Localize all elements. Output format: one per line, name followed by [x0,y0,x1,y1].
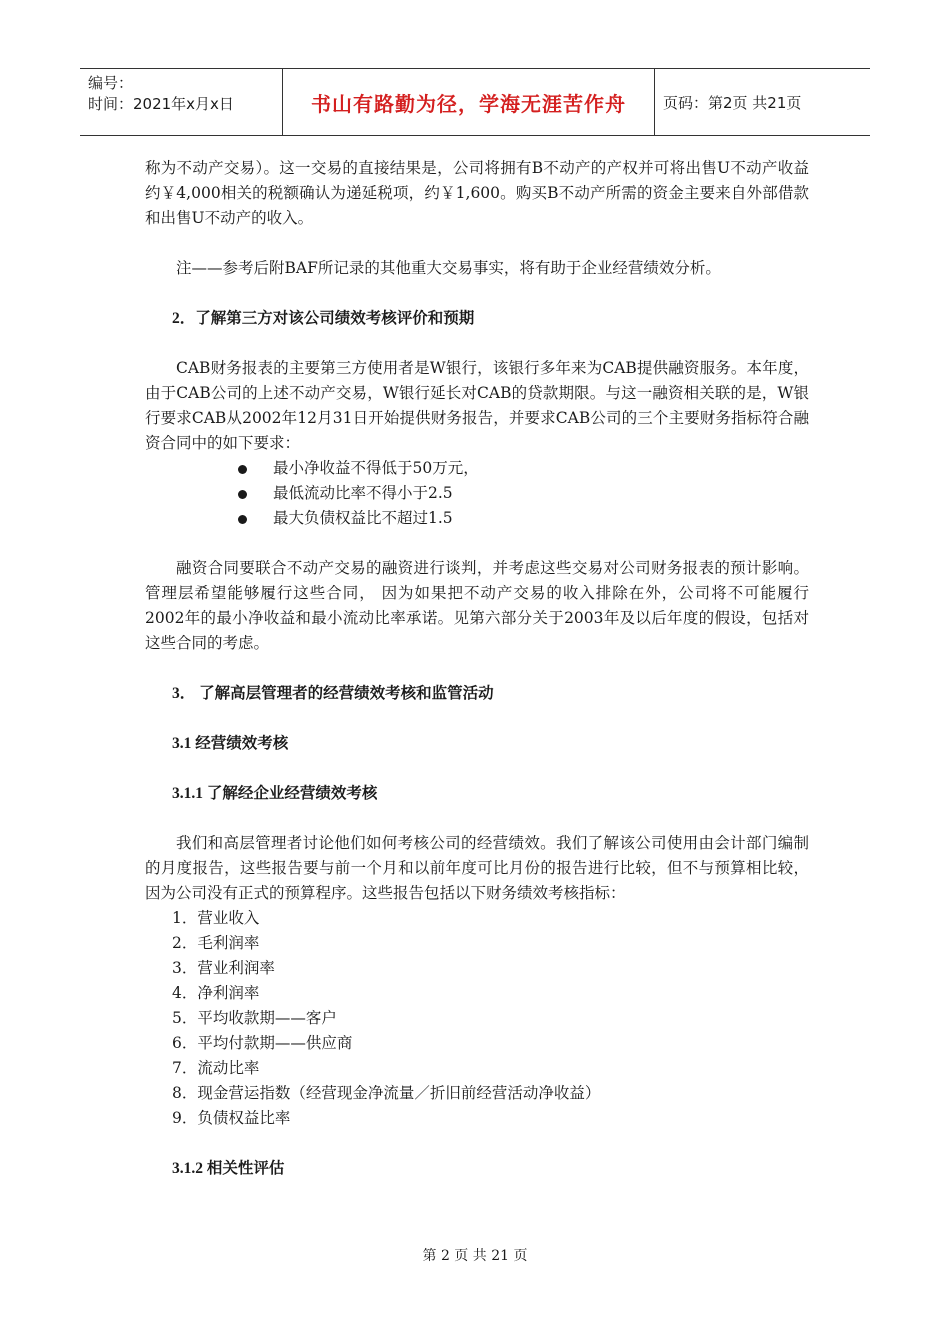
paragraph: 我们和高层管理者讨论他们如何考核公司的经营绩效。我们了解该公司使用由会计部门编制的月度报告，这些报告要与前一个月和以前年度可比月份的报告进行比较，但不与预算相比较，因为公司没有正式的预算程序。这些报告包括以下财务绩效考核指标： [145,834,809,902]
list-item: 最大负债权益比不超过1.5 [145,506,809,531]
header-motto: 书山有路勤为径，学海无涯苦作舟 [282,69,655,135]
note-paragraph: 注——参考后附BAF所记录的其他重大交易事实，将有助于企业经营绩效分析。 [176,259,721,277]
number-label: 编号： [88,74,134,92]
list-item: 1．营业收入 [172,909,260,927]
list-item: 6．平均付款期——供应商 [172,1034,353,1052]
document-header [80,68,870,136]
header-meta [80,69,282,135]
paragraph: 称为不动产交易）。这一交易的直接结果是，公司将拥有B不动产的产权并可将出售U不动产收益约￥4,000相关的税额确认为递延税项，约￥1,600。购买B不动产所需的资金主要来自外部借款和出售U不动产的收入。 [145,159,809,227]
list-item: 8．现金营运指数（经营现金净流量／折旧前经营活动净收益） [172,1084,601,1102]
paragraph: 融资合同要联合不动产交易的融资进行谈判，并考虑这些交易对公司财务报表的预计影响。管理层希望能够履行这些合同， 因为如果把不动产交易的收入排除在外，公司将不可能履行2002年的最小净收益和最小流动比率承诺。见第六部分关于2003年及以后年度的假设，包括对这些合同的考虑。 [145,559,809,652]
list-item: 4．净利润率 [172,984,260,1002]
section-heading-3: 3． 了解高层管理者的经营绩效考核和监管活动 [172,685,494,702]
requirements-list [145,456,809,531]
section-heading-2: 2．了解第三方对该公司绩效考核评价和预期 [172,310,475,327]
section-heading-3-1-2: 3.1.2 相关性评估 [172,1160,285,1177]
list-item: 5．平均收款期——客户 [172,1009,337,1027]
list-item: 2．毛利润率 [172,934,260,952]
section-heading-3-1: 3.1 经营绩效考核 [172,735,289,752]
bullet-icon [238,465,247,474]
header-page-info: 页码：第2页 共21页 [663,93,802,112]
list-item: 最低流动比率不得小于2.5 [145,481,809,506]
page-footer: 第 2 页 共 21 页 [422,1248,528,1264]
list-item: 7．流动比率 [172,1059,260,1077]
list-item: 最小净收益不得低于50万元， [145,456,809,481]
indicator-list [145,906,809,1131]
bullet-icon [238,490,247,499]
date-line: 时间：2021年x月x日 [88,95,234,113]
section-heading-3-1-1: 3.1.1 了解经企业经营绩效考核 [172,785,378,802]
list-item: 3．营业利润率 [172,959,275,977]
list-item: 9．负债权益比率 [172,1109,291,1127]
document-body [145,156,809,1181]
bullet-icon [238,515,247,524]
paragraph: CAB财务报表的主要第三方使用者是W银行，该银行多年来为CAB提供融资服务。本年度，由于CAB公司的上述不动产交易，W银行延长对CAB的贷款期限。与这一融资相关联的是，W银行要求CAB从2002年12月31日开始提供财务报告，并要求CAB公司的三个主要财务指标符合融资合同中的如下要求： [145,359,809,452]
